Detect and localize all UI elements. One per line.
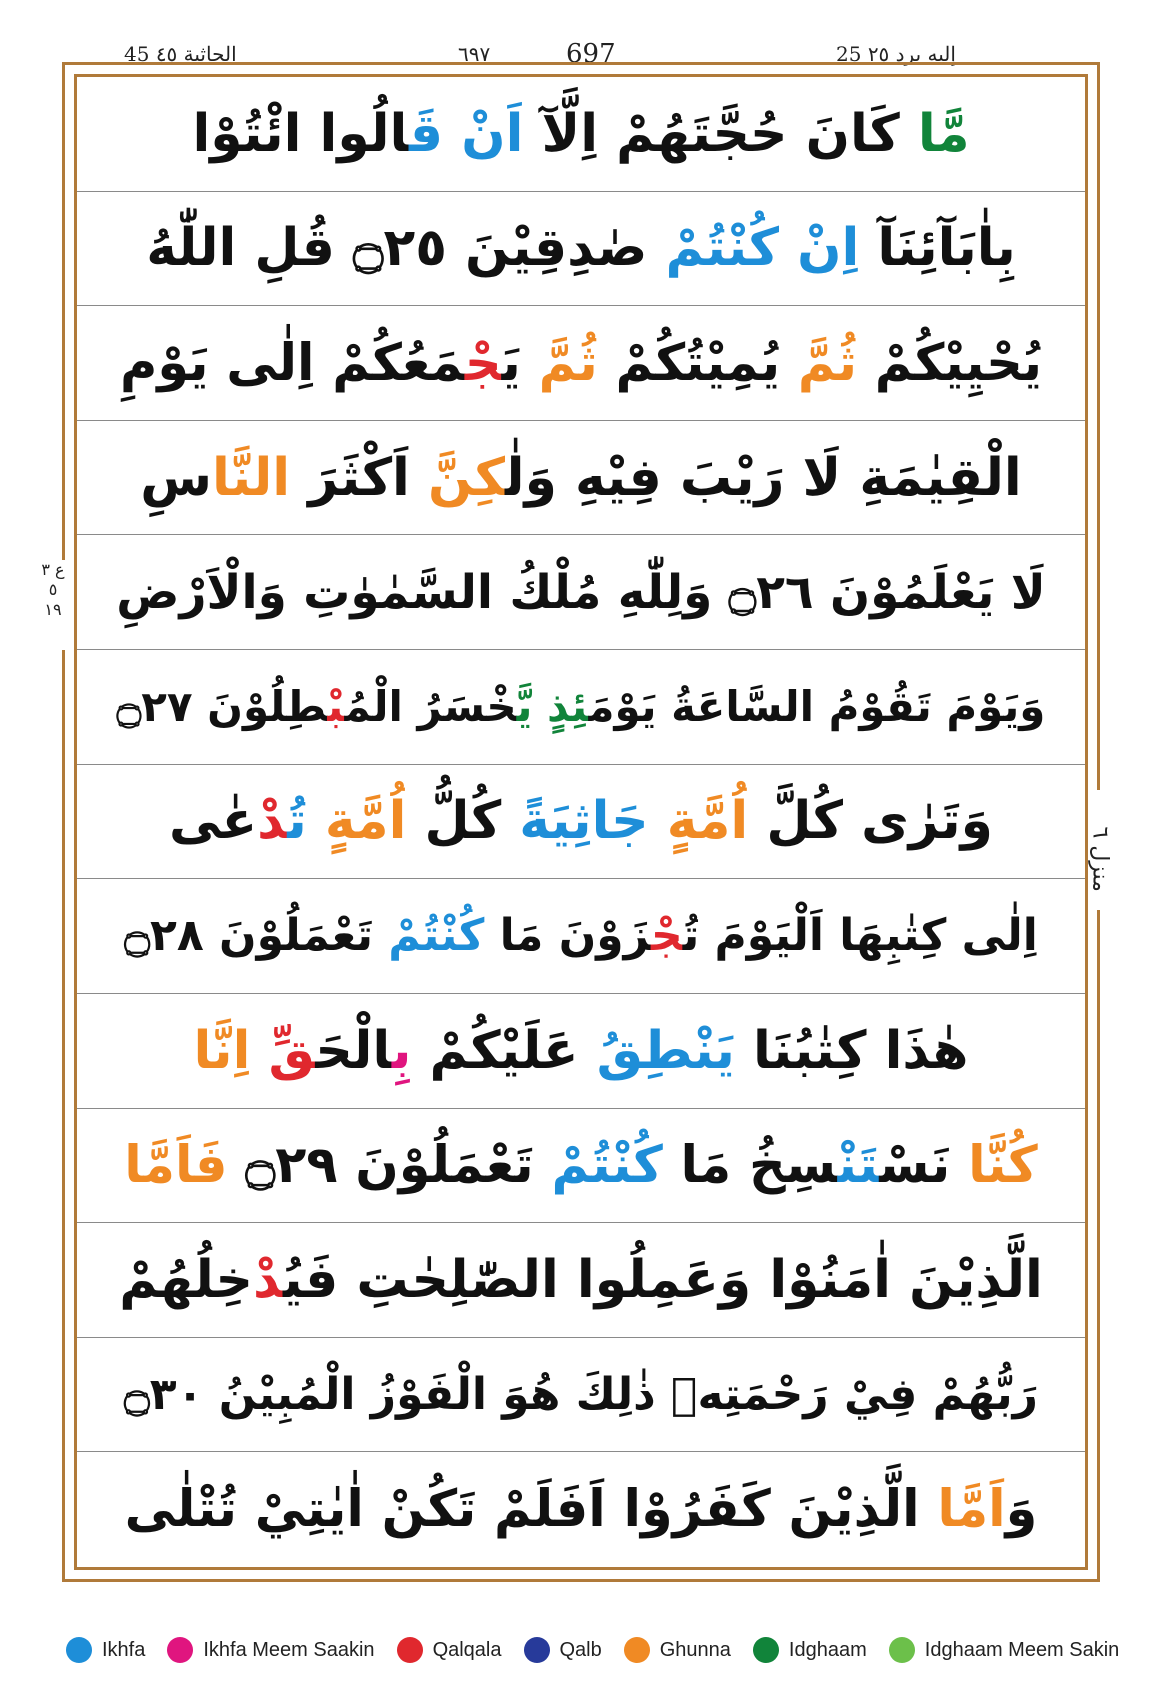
text-segment: الْحَ — [315, 1020, 392, 1081]
text-segment: سِخُ مَا — [662, 1135, 838, 1195]
text-segment: الَّذِيْنَ اٰمَنُوْا وَعَمِلُوا الصّٰلِحٰتِ فَيُ — [283, 1249, 1043, 1310]
legend-label: Idghaam Meem Sakin — [924, 1638, 1120, 1661]
text-segment: يُحْيِيْكُمْ — [857, 333, 1042, 393]
text-segment: نَسْ — [879, 1135, 969, 1195]
text-segment: وَيَوْمَ تَقُوْمُ السَّاعَةُ يَوْمَ — [588, 681, 1046, 731]
text-segment: رَبُّهُمْ فِيْ رَحْمَتِهٖ ذٰلِكَ هُوَ الْفَوْزُ الْمُبِيْنُ ۝٣٠ — [123, 1368, 1039, 1420]
arabic-text — [124, 1480, 1038, 1540]
tajweed-ghunna: كِنَّ — [428, 447, 506, 508]
text-segment: هٰذَا كِتٰبُنَا — [734, 1020, 969, 1081]
tajweed-qalqala: جْ — [651, 910, 683, 962]
legend-label: Ikhfa Meem Saakin — [203, 1638, 375, 1661]
text-segment: زَوْنَ مَا — [484, 910, 651, 962]
legend-item — [524, 1637, 602, 1663]
legend-item — [397, 1637, 502, 1663]
legend-color-dot-icon — [889, 1637, 915, 1663]
ayah-line — [77, 1338, 1085, 1453]
text-segment: كُلُّ — [406, 791, 520, 852]
text-segment: كَانَ حُجَّتَهُمْ اِلَّآ — [523, 103, 918, 164]
tajweed-ghunna: ثُمَّ — [538, 333, 598, 393]
quran-text-block — [77, 77, 1085, 1567]
tajweed-ikhfa-meem: بِ — [391, 1020, 412, 1081]
tajweed-qalqala: جْ — [464, 333, 502, 393]
legend-color-dot-icon — [397, 1637, 423, 1663]
text-segment: خِلُهُمْ — [119, 1249, 253, 1310]
ayah-line — [77, 1109, 1085, 1224]
legend-item — [889, 1637, 1120, 1663]
legend-label: Ghunna — [659, 1638, 731, 1661]
tajweed-ikhfa: اِنْ كُنْتُمْ — [665, 218, 860, 279]
legend-color-dot-icon — [753, 1637, 779, 1663]
tajweed-qalqala: بْ — [327, 681, 345, 731]
tajweed-ikhfa: تُ — [287, 791, 307, 852]
tajweed-ikhfa: تَنْ — [837, 1135, 880, 1195]
tajweed-ikhfa: قَ — [409, 103, 444, 164]
text-segment: الَّذِيْنَ كَفَرُوْا اَفَلَمْ تَكُنْ اٰيٰتِيْ تُتْلٰى — [124, 1480, 938, 1540]
text-segment — [307, 791, 325, 851]
tajweed-ghunna: النَّا — [212, 447, 291, 508]
manzil-marker — [1087, 790, 1124, 910]
tajweed-ikhfa: كُنْتُمْ — [551, 1135, 663, 1195]
tajweed-ghunna: كُنَّا — [968, 1135, 1038, 1195]
ayah-line — [77, 879, 1085, 994]
legend-item — [66, 1637, 145, 1663]
legend-item — [624, 1637, 731, 1663]
arabic-text — [146, 218, 1016, 279]
ayah-line — [77, 650, 1085, 765]
text-segment: اِلٰى كِتٰبِهَا اَلْيَوْمَ تُ — [682, 910, 1038, 962]
legend-item — [753, 1637, 867, 1663]
text-segment: يَ — [501, 333, 539, 393]
surah-label: 45 الجاثية ٤٥ — [120, 38, 241, 70]
text-segment: يُمِيْتُكُمْ — [597, 333, 798, 393]
arabic-text — [192, 103, 970, 164]
tajweed-qalqala: دْ — [257, 791, 288, 852]
text-segment: بِاٰبَآئِنَآ — [859, 218, 1016, 279]
text-segment: صٰدِقِيْنَ ۝٢٥ قُلِ اللّٰهُ — [146, 218, 666, 279]
tajweed-ghunna: اُمَّةٍ — [324, 791, 407, 852]
ayah-line — [77, 765, 1085, 880]
arabic-text — [116, 564, 1046, 620]
ayah-line — [77, 192, 1085, 307]
tajweed-qalqala: قِّ — [268, 1020, 316, 1081]
legend-label: Ikhfa — [102, 1638, 146, 1661]
arabic-text — [169, 791, 993, 852]
ayah-line — [77, 421, 1085, 536]
arabic-text — [140, 447, 1022, 508]
text-segment: اَكْثَرَ — [290, 447, 428, 508]
ayah-line — [77, 1452, 1085, 1567]
arabic-text — [193, 1020, 969, 1081]
manzil-label: منزل ٦ — [1087, 826, 1113, 892]
text-segment — [250, 1021, 268, 1081]
legend-color-dot-icon — [66, 1637, 92, 1663]
text-segment: طِلُوْنَ ۝٢٧ — [116, 681, 328, 731]
ruku-marker: ع ٣ ٥ ١٩ — [40, 560, 66, 650]
arabic-text — [120, 333, 1042, 393]
text-segment: خْسَرُ الْمُ — [344, 681, 517, 731]
tajweed-ikhfa: كُنْتُمْ — [388, 910, 485, 962]
text-segment: وَ — [1005, 1480, 1038, 1540]
text-segment: تَعْمَلُوْنَ ۝٢٩ — [227, 1135, 552, 1195]
legend-label: Qalqala — [432, 1638, 502, 1661]
legend-item — [167, 1637, 374, 1663]
ayah-line — [77, 1223, 1085, 1338]
arabic-text — [123, 1368, 1039, 1420]
tajweed-ghunna: ثُمَّ — [797, 333, 858, 393]
text-segment: عَلَيْكُمْ — [411, 1020, 597, 1081]
ayah-line — [77, 306, 1085, 421]
tajweed-ikhfa: يَنْطِقُ — [596, 1020, 735, 1081]
legend-label: Idghaam — [788, 1638, 867, 1661]
text-segment: وَتَرٰى كُلَّ — [748, 791, 993, 852]
text-segment: عٰى — [169, 791, 258, 852]
text-segment: الُوا ائْتُوْا — [192, 103, 410, 164]
text-segment — [443, 104, 461, 164]
text-segment: الْقِيٰمَةِ لَا رَيْبَ فِيْهِ وَلٰ — [505, 447, 1022, 508]
ayah-line — [77, 77, 1085, 192]
tajweed-ghunna: اِنَّا — [193, 1020, 251, 1081]
text-segment — [649, 791, 667, 851]
arabic-text — [116, 681, 1046, 731]
tajweed-ghunna: اُمَّةٍ — [666, 791, 749, 852]
tajweed-idghaam: ئِذٍ يَّ — [516, 681, 589, 731]
text-segment: سِ — [140, 447, 213, 508]
text-segment: لَا يَعْلَمُوْنَ ۝٢٦ وَلِلّٰهِ مُلْكُ السَّمٰوٰتِ وَالْاَرْضِ — [116, 564, 1046, 620]
legend-color-dot-icon — [624, 1637, 650, 1663]
legend-color-dot-icon — [167, 1637, 193, 1663]
page-number-urdu: ٦٩٧ — [454, 38, 494, 70]
tajweed-idghaam: مَّا — [917, 103, 970, 164]
tajweed-legend — [66, 1632, 1120, 1668]
page-number: 697 — [562, 38, 620, 70]
tajweed-ikhfa: جَاثِيَةً — [519, 791, 649, 852]
ayah-line — [77, 535, 1085, 650]
tajweed-ghunna: فَاَمَّا — [124, 1135, 228, 1195]
text-segment: مَعُكُمْ اِلٰى يَوْمِ — [120, 333, 465, 393]
text-segment: تَعْمَلُوْنَ ۝٢٨ — [124, 910, 389, 962]
arabic-text — [124, 1135, 1038, 1195]
tajweed-ikhfa: اَنْ — [461, 103, 524, 164]
arabic-text — [124, 910, 1038, 962]
ayah-line — [77, 994, 1085, 1109]
tajweed-ghunna: اَمَّا — [937, 1480, 1006, 1540]
legend-label: Qalb — [559, 1638, 602, 1661]
juz-label: 25 إليه يرد ٢٥ — [832, 38, 960, 70]
tajweed-qalqala: دْ — [253, 1249, 284, 1310]
arabic-text — [119, 1249, 1043, 1310]
legend-color-dot-icon — [524, 1637, 550, 1663]
